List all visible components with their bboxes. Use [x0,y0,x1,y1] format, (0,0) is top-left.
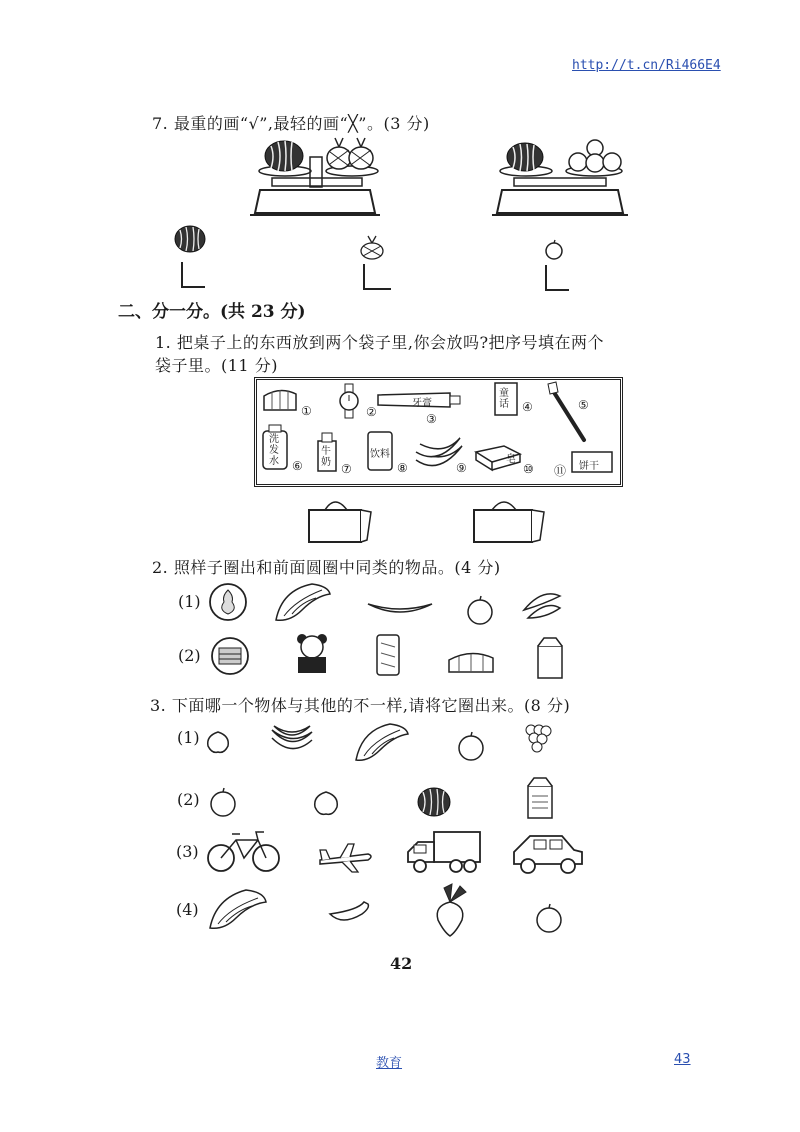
bread-icon [262,386,298,414]
question-3-text: 3. 下面哪一个物体与其他的不一样,请将它圈出来。(8 分) [150,696,571,715]
bread-icon [447,650,495,674]
bicycle-icon [206,830,282,874]
drink-can-icon [375,633,401,677]
item-number: ① [301,404,312,418]
milk-carton-icon [526,776,554,820]
item-number: ④ [522,400,533,414]
radish-icon [430,882,470,938]
answer-box-watermelon[interactable] [181,262,205,288]
milk-label: 牛 奶 [321,446,331,468]
watermelon-icon [417,786,451,818]
question-7-text: 7. 最重的画“√”,最轻的画“╳”。(3 分) [152,114,430,133]
banana-icon [270,724,314,758]
footer-right-link[interactable]: 43 [674,1052,691,1067]
apple-icon [534,904,564,934]
page-number: 42 [390,954,413,973]
pineapple-icon [358,236,386,260]
pear-circled-icon [208,582,248,622]
apple-icon [208,788,238,818]
burger-circled-icon [210,636,250,676]
leaf-vegetable-icon [522,590,562,622]
cabbage-icon [272,580,334,626]
biscuit-label: 饼干 [579,461,599,472]
shopping-bag-icon[interactable] [305,496,375,544]
answer-box-pineapple[interactable] [363,264,391,290]
item-number: ③ [426,412,437,426]
airplane-icon [318,842,374,874]
item-number: ⑧ [397,461,408,475]
item-number: ⑪ [554,464,567,478]
item-number: ⑥ [292,459,303,473]
item-number: ⑩ [523,462,534,476]
section-2-title: 二、分一分。(共 23 分) [118,302,306,322]
item-number: ⑦ [341,462,352,476]
truck-icon [406,828,482,874]
item-number: ⑤ [578,398,589,412]
cabbage-icon [352,720,412,766]
watermelon-icon [263,138,305,172]
row-label: (1) [177,728,200,747]
item-number: ② [366,405,377,419]
apple-icon [566,138,624,174]
apple-icon [456,732,486,762]
peach-icon [206,730,230,754]
peach-icon [313,790,339,818]
row-label: (4) [176,900,199,919]
apple-icon [465,596,495,626]
eggplant-icon [328,900,372,926]
milk-carton-icon [536,636,564,680]
question-1-line1: 1. 把桌子上的东西放到两个袋子里,你会放吗?把序号填在两个 [155,333,605,352]
car-icon [512,830,584,876]
answer-box-apple[interactable] [545,265,569,291]
footer-center-link[interactable]: 教育 [376,1056,403,1071]
header-link[interactable]: http://t.cn/Ri466E4 [572,58,721,73]
panda-toy-icon [294,633,330,675]
row-label: (2) [178,646,201,665]
cabbage-icon [206,886,270,934]
banana-icon [366,600,434,620]
watch-icon [336,384,362,418]
toothbrush-icon [546,382,588,444]
soap-label: 皂 [506,454,516,465]
apple-icon [544,240,564,260]
shopping-bag-icon[interactable] [470,496,550,544]
row-label: (1) [178,592,201,611]
toothpaste-label: 牙膏 [412,398,432,409]
row-label: (3) [176,842,199,861]
shampoo-label: 洗 发 水 [269,434,279,467]
question-2-text: 2. 照样子圈出和前面圆圈中同类的物品。(4 分) [152,558,501,577]
drink-label: 饮料 [370,449,390,460]
pineapple-icon [325,138,375,170]
question-1-line2: 袋子里。(11 分) [155,356,278,375]
book-label: 童 话 [499,388,509,410]
watermelon-icon [174,224,206,254]
grapes-icon [524,722,552,756]
row-label: (2) [177,790,200,809]
item-number: ⑨ [456,461,467,475]
watermelon-icon [505,141,545,173]
